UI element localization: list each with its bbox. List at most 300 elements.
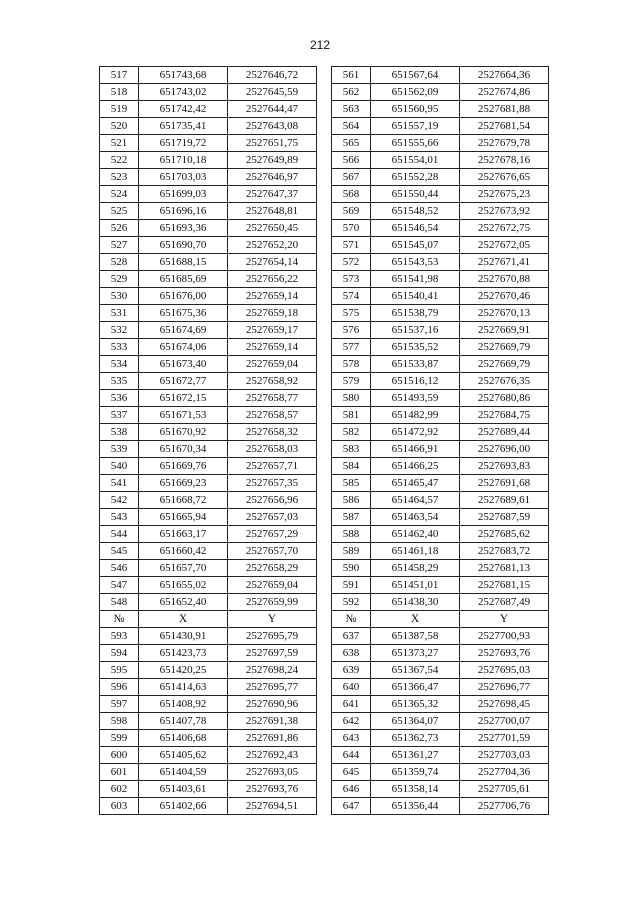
y-coordinate-cell: 2527681,15 bbox=[460, 577, 549, 594]
y-coordinate-cell: 2527648,81 bbox=[228, 203, 317, 220]
point-number-cell: 597 bbox=[100, 696, 139, 713]
point-number-cell: 517 bbox=[100, 67, 139, 84]
x-coordinate-cell: 651545,07 bbox=[371, 237, 460, 254]
x-coordinate-cell: 651407,78 bbox=[139, 713, 228, 730]
point-number-cell: 576 bbox=[332, 322, 371, 339]
y-coordinate-cell: 2527649,89 bbox=[228, 152, 317, 169]
x-coordinate-cell: 651719,72 bbox=[139, 135, 228, 152]
column-gap bbox=[317, 339, 332, 356]
column-gap bbox=[317, 798, 332, 815]
x-coordinate-cell: 651462,40 bbox=[371, 526, 460, 543]
x-coordinate-cell: 651402,66 bbox=[139, 798, 228, 815]
x-coordinate-cell: 651535,52 bbox=[371, 339, 460, 356]
point-number-cell: 520 bbox=[100, 118, 139, 135]
x-coordinate-cell: 651554,01 bbox=[371, 152, 460, 169]
y-coordinate-cell: 2527681,88 bbox=[460, 101, 549, 118]
column-gap bbox=[317, 220, 332, 237]
column-gap bbox=[317, 747, 332, 764]
y-coordinate-cell: 2527657,70 bbox=[228, 543, 317, 560]
x-coordinate-cell: 651657,70 bbox=[139, 560, 228, 577]
point-number-cell: 545 bbox=[100, 543, 139, 560]
x-coordinate-cell: 651557,19 bbox=[371, 118, 460, 135]
point-number-cell: 525 bbox=[100, 203, 139, 220]
y-coordinate-cell: 2527669,91 bbox=[460, 322, 549, 339]
column-gap bbox=[317, 577, 332, 594]
table-row bbox=[100, 662, 549, 679]
point-number-cell: 519 bbox=[100, 101, 139, 118]
y-coordinate-cell: 2527659,04 bbox=[228, 577, 317, 594]
table-row bbox=[100, 628, 549, 645]
y-coordinate-cell: 2527643,08 bbox=[228, 118, 317, 135]
point-number-cell: 521 bbox=[100, 135, 139, 152]
point-number-cell: 575 bbox=[332, 305, 371, 322]
column-gap bbox=[317, 288, 332, 305]
x-coordinate-cell: 651673,40 bbox=[139, 356, 228, 373]
column-gap bbox=[317, 594, 332, 611]
x-coordinate-cell: 651359,74 bbox=[371, 764, 460, 781]
table-row bbox=[100, 424, 549, 441]
y-coordinate-cell: 2527679,78 bbox=[460, 135, 549, 152]
point-number-cell: 645 bbox=[332, 764, 371, 781]
point-number-cell: 532 bbox=[100, 322, 139, 339]
x-coordinate-cell: 651674,69 bbox=[139, 322, 228, 339]
y-coordinate-cell: 2527657,71 bbox=[228, 458, 317, 475]
table-row bbox=[100, 764, 549, 781]
x-coordinate-cell: 651543,53 bbox=[371, 254, 460, 271]
table-row bbox=[100, 696, 549, 713]
table-row bbox=[100, 322, 549, 339]
point-number-cell: 543 bbox=[100, 509, 139, 526]
x-coordinate-cell: 651367,54 bbox=[371, 662, 460, 679]
y-coordinate-cell: 2527659,14 bbox=[228, 288, 317, 305]
x-coordinate-cell: 651675,36 bbox=[139, 305, 228, 322]
x-coordinate-cell: 651703,03 bbox=[139, 169, 228, 186]
coordinates-table-top bbox=[100, 67, 549, 611]
point-number-cell: 530 bbox=[100, 288, 139, 305]
y-coordinate-cell: 2527689,44 bbox=[460, 424, 549, 441]
table-row bbox=[100, 356, 549, 373]
point-number-cell: 601 bbox=[100, 764, 139, 781]
y-coordinate-cell: 2527675,23 bbox=[460, 186, 549, 203]
x-coordinate-cell: 651560,95 bbox=[371, 101, 460, 118]
x-coordinate-cell: 651451,01 bbox=[371, 577, 460, 594]
column-gap bbox=[317, 152, 332, 169]
point-number-cell: 522 bbox=[100, 152, 139, 169]
point-number-cell: 533 bbox=[100, 339, 139, 356]
point-number-cell: 600 bbox=[100, 747, 139, 764]
point-number-cell: 565 bbox=[332, 135, 371, 152]
y-coordinate-cell: 2527689,61 bbox=[460, 492, 549, 509]
x-coordinate-cell: 651674,06 bbox=[139, 339, 228, 356]
header-num-left: № bbox=[100, 611, 139, 628]
y-coordinate-cell: 2527657,35 bbox=[228, 475, 317, 492]
table-row bbox=[100, 594, 549, 611]
point-number-cell: 578 bbox=[332, 356, 371, 373]
point-number-cell: 537 bbox=[100, 407, 139, 424]
y-coordinate-cell: 2527680,86 bbox=[460, 390, 549, 407]
y-coordinate-cell: 2527681,13 bbox=[460, 560, 549, 577]
x-coordinate-cell: 651743,02 bbox=[139, 84, 228, 101]
point-number-cell: 539 bbox=[100, 441, 139, 458]
point-number-cell: 564 bbox=[332, 118, 371, 135]
column-gap bbox=[317, 271, 332, 288]
column-gap bbox=[317, 560, 332, 577]
table-row bbox=[100, 254, 549, 271]
point-number-cell: 644 bbox=[332, 747, 371, 764]
point-number-cell: 547 bbox=[100, 577, 139, 594]
table-row bbox=[100, 798, 549, 815]
y-coordinate-cell: 2527658,92 bbox=[228, 373, 317, 390]
y-coordinate-cell: 2527690,96 bbox=[228, 696, 317, 713]
y-coordinate-cell: 2527659,99 bbox=[228, 594, 317, 611]
table-row bbox=[100, 526, 549, 543]
x-coordinate-cell: 651676,00 bbox=[139, 288, 228, 305]
x-coordinate-cell: 651652,40 bbox=[139, 594, 228, 611]
y-coordinate-cell: 2527646,72 bbox=[228, 67, 317, 84]
column-gap bbox=[317, 186, 332, 203]
x-coordinate-cell: 651537,16 bbox=[371, 322, 460, 339]
y-coordinate-cell: 2527703,03 bbox=[460, 747, 549, 764]
column-gap bbox=[317, 662, 332, 679]
point-number-cell: 540 bbox=[100, 458, 139, 475]
x-coordinate-cell: 651685,69 bbox=[139, 271, 228, 288]
x-coordinate-cell: 651696,16 bbox=[139, 203, 228, 220]
y-coordinate-cell: 2527650,45 bbox=[228, 220, 317, 237]
x-coordinate-cell: 651693,36 bbox=[139, 220, 228, 237]
table-row bbox=[100, 781, 549, 798]
header-num-right: № bbox=[332, 611, 371, 628]
y-coordinate-cell: 2527692,43 bbox=[228, 747, 317, 764]
point-number-cell: 594 bbox=[100, 645, 139, 662]
table-row bbox=[100, 560, 549, 577]
y-coordinate-cell: 2527695,03 bbox=[460, 662, 549, 679]
x-coordinate-cell: 651699,03 bbox=[139, 186, 228, 203]
page-number: 212 bbox=[309, 38, 331, 52]
y-coordinate-cell: 2527671,41 bbox=[460, 254, 549, 271]
point-number-cell: 568 bbox=[332, 186, 371, 203]
x-coordinate-cell: 651533,87 bbox=[371, 356, 460, 373]
point-number-cell: 546 bbox=[100, 560, 139, 577]
table-row bbox=[100, 84, 549, 101]
column-gap bbox=[317, 764, 332, 781]
table-row bbox=[100, 305, 549, 322]
point-number-cell: 598 bbox=[100, 713, 139, 730]
x-coordinate-cell: 651365,32 bbox=[371, 696, 460, 713]
column-gap bbox=[317, 356, 332, 373]
x-coordinate-cell: 651482,99 bbox=[371, 407, 460, 424]
point-number-cell: 538 bbox=[100, 424, 139, 441]
x-coordinate-cell: 651660,42 bbox=[139, 543, 228, 560]
y-coordinate-cell: 2527684,75 bbox=[460, 407, 549, 424]
column-gap bbox=[317, 526, 332, 543]
y-coordinate-cell: 2527673,92 bbox=[460, 203, 549, 220]
y-coordinate-cell: 2527691,86 bbox=[228, 730, 317, 747]
table-row bbox=[100, 220, 549, 237]
point-number-cell: 596 bbox=[100, 679, 139, 696]
x-coordinate-cell: 651414,63 bbox=[139, 679, 228, 696]
point-number-cell: 561 bbox=[332, 67, 371, 84]
x-coordinate-cell: 651735,41 bbox=[139, 118, 228, 135]
point-number-cell: 590 bbox=[332, 560, 371, 577]
x-coordinate-cell: 651541,98 bbox=[371, 271, 460, 288]
y-coordinate-cell: 2527672,05 bbox=[460, 237, 549, 254]
y-coordinate-cell: 2527705,61 bbox=[460, 781, 549, 798]
x-coordinate-cell: 651356,44 bbox=[371, 798, 460, 815]
y-coordinate-cell: 2527659,14 bbox=[228, 339, 317, 356]
table-row bbox=[100, 475, 549, 492]
point-number-cell: 566 bbox=[332, 152, 371, 169]
point-number-cell: 535 bbox=[100, 373, 139, 390]
point-number-cell: 524 bbox=[100, 186, 139, 203]
x-coordinate-cell: 651550,44 bbox=[371, 186, 460, 203]
point-number-cell: 593 bbox=[100, 628, 139, 645]
y-coordinate-cell: 2527670,88 bbox=[460, 271, 549, 288]
y-coordinate-cell: 2527656,22 bbox=[228, 271, 317, 288]
point-number-cell: 640 bbox=[332, 679, 371, 696]
coordinates-table-bottom bbox=[100, 628, 549, 815]
point-number-cell: 584 bbox=[332, 458, 371, 475]
x-coordinate-cell: 651373,27 bbox=[371, 645, 460, 662]
table-row bbox=[100, 271, 549, 288]
column-gap bbox=[317, 611, 332, 628]
x-coordinate-cell: 651466,91 bbox=[371, 441, 460, 458]
header-x-left: X bbox=[139, 611, 228, 628]
point-number-cell: 573 bbox=[332, 271, 371, 288]
y-coordinate-cell: 2527657,03 bbox=[228, 509, 317, 526]
y-coordinate-cell: 2527691,38 bbox=[228, 713, 317, 730]
point-number-cell: 580 bbox=[332, 390, 371, 407]
table-row bbox=[100, 747, 549, 764]
column-gap bbox=[317, 169, 332, 186]
column-gap bbox=[317, 730, 332, 747]
x-coordinate-cell: 651405,62 bbox=[139, 747, 228, 764]
table-row bbox=[100, 169, 549, 186]
x-coordinate-cell: 651406,68 bbox=[139, 730, 228, 747]
y-coordinate-cell: 2527669,79 bbox=[460, 339, 549, 356]
column-gap bbox=[317, 390, 332, 407]
x-coordinate-cell: 651464,57 bbox=[371, 492, 460, 509]
table-row bbox=[100, 492, 549, 509]
y-coordinate-cell: 2527683,72 bbox=[460, 543, 549, 560]
y-coordinate-cell: 2527646,97 bbox=[228, 169, 317, 186]
y-coordinate-cell: 2527656,96 bbox=[228, 492, 317, 509]
x-coordinate-cell: 651466,25 bbox=[371, 458, 460, 475]
y-coordinate-cell: 2527676,35 bbox=[460, 373, 549, 390]
y-coordinate-cell: 2527647,37 bbox=[228, 186, 317, 203]
point-number-cell: 591 bbox=[332, 577, 371, 594]
point-number-cell: 603 bbox=[100, 798, 139, 815]
x-coordinate-cell: 651743,68 bbox=[139, 67, 228, 84]
x-coordinate-cell: 651408,92 bbox=[139, 696, 228, 713]
y-coordinate-cell: 2527678,16 bbox=[460, 152, 549, 169]
coordinates-table bbox=[99, 66, 549, 815]
point-number-cell: 527 bbox=[100, 237, 139, 254]
x-coordinate-cell: 651366,47 bbox=[371, 679, 460, 696]
table-row bbox=[100, 186, 549, 203]
point-number-cell: 528 bbox=[100, 254, 139, 271]
y-coordinate-cell: 2527693,76 bbox=[228, 781, 317, 798]
y-coordinate-cell: 2527706,76 bbox=[460, 798, 549, 815]
column-gap bbox=[317, 237, 332, 254]
y-coordinate-cell: 2527693,05 bbox=[228, 764, 317, 781]
x-coordinate-cell: 651555,66 bbox=[371, 135, 460, 152]
table-row bbox=[100, 288, 549, 305]
table-row bbox=[100, 679, 549, 696]
column-gap bbox=[317, 67, 332, 84]
column-gap bbox=[317, 135, 332, 152]
y-coordinate-cell: 2527701,59 bbox=[460, 730, 549, 747]
x-coordinate-cell: 651548,52 bbox=[371, 203, 460, 220]
point-number-cell: 647 bbox=[332, 798, 371, 815]
point-number-cell: 638 bbox=[332, 645, 371, 662]
point-number-cell: 541 bbox=[100, 475, 139, 492]
y-coordinate-cell: 2527670,13 bbox=[460, 305, 549, 322]
column-gap bbox=[317, 781, 332, 798]
point-number-cell: 637 bbox=[332, 628, 371, 645]
y-coordinate-cell: 2527658,77 bbox=[228, 390, 317, 407]
y-coordinate-cell: 2527664,36 bbox=[460, 67, 549, 84]
x-coordinate-cell: 651463,54 bbox=[371, 509, 460, 526]
column-gap bbox=[317, 407, 332, 424]
x-coordinate-cell: 651665,94 bbox=[139, 509, 228, 526]
column-gap bbox=[317, 492, 332, 509]
point-number-cell: 569 bbox=[332, 203, 371, 220]
header-y-left: Y bbox=[228, 611, 317, 628]
point-number-cell: 643 bbox=[332, 730, 371, 747]
table-row bbox=[100, 458, 549, 475]
header-y-right: Y bbox=[460, 611, 549, 628]
y-coordinate-cell: 2527659,17 bbox=[228, 322, 317, 339]
y-coordinate-cell: 2527695,79 bbox=[228, 628, 317, 645]
point-number-cell: 529 bbox=[100, 271, 139, 288]
x-coordinate-cell: 651562,09 bbox=[371, 84, 460, 101]
x-coordinate-cell: 651358,14 bbox=[371, 781, 460, 798]
x-coordinate-cell: 651538,79 bbox=[371, 305, 460, 322]
y-coordinate-cell: 2527654,14 bbox=[228, 254, 317, 271]
y-coordinate-cell: 2527694,51 bbox=[228, 798, 317, 815]
y-coordinate-cell: 2527645,59 bbox=[228, 84, 317, 101]
x-coordinate-cell: 651540,41 bbox=[371, 288, 460, 305]
header-x-right: X bbox=[371, 611, 460, 628]
y-coordinate-cell: 2527693,76 bbox=[460, 645, 549, 662]
point-number-cell: 523 bbox=[100, 169, 139, 186]
x-coordinate-cell: 651458,29 bbox=[371, 560, 460, 577]
table-row bbox=[100, 152, 549, 169]
column-gap bbox=[317, 254, 332, 271]
y-coordinate-cell: 2527644,47 bbox=[228, 101, 317, 118]
point-number-cell: 577 bbox=[332, 339, 371, 356]
x-coordinate-cell: 651493,59 bbox=[371, 390, 460, 407]
table-row bbox=[100, 407, 549, 424]
column-gap bbox=[317, 713, 332, 730]
y-coordinate-cell: 2527651,75 bbox=[228, 135, 317, 152]
point-number-cell: 581 bbox=[332, 407, 371, 424]
x-coordinate-cell: 651387,58 bbox=[371, 628, 460, 645]
point-number-cell: 579 bbox=[332, 373, 371, 390]
point-number-cell: 542 bbox=[100, 492, 139, 509]
point-number-cell: 583 bbox=[332, 441, 371, 458]
x-coordinate-cell: 651688,15 bbox=[139, 254, 228, 271]
x-coordinate-cell: 651364,07 bbox=[371, 713, 460, 730]
point-number-cell: 586 bbox=[332, 492, 371, 509]
x-coordinate-cell: 651669,76 bbox=[139, 458, 228, 475]
y-coordinate-cell: 2527698,24 bbox=[228, 662, 317, 679]
column-gap bbox=[317, 679, 332, 696]
column-gap bbox=[317, 696, 332, 713]
x-coordinate-cell: 651430,91 bbox=[139, 628, 228, 645]
column-gap bbox=[317, 475, 332, 492]
y-coordinate-cell: 2527674,86 bbox=[460, 84, 549, 101]
x-coordinate-cell: 651472,92 bbox=[371, 424, 460, 441]
x-coordinate-cell: 651438,30 bbox=[371, 594, 460, 611]
x-coordinate-cell: 651552,28 bbox=[371, 169, 460, 186]
y-coordinate-cell: 2527669,79 bbox=[460, 356, 549, 373]
x-coordinate-cell: 651546,54 bbox=[371, 220, 460, 237]
x-coordinate-cell: 651663,17 bbox=[139, 526, 228, 543]
y-coordinate-cell: 2527696,77 bbox=[460, 679, 549, 696]
y-coordinate-cell: 2527698,45 bbox=[460, 696, 549, 713]
x-coordinate-cell: 651670,34 bbox=[139, 441, 228, 458]
column-gap bbox=[317, 101, 332, 118]
point-number-cell: 526 bbox=[100, 220, 139, 237]
y-coordinate-cell: 2527658,32 bbox=[228, 424, 317, 441]
point-number-cell: 639 bbox=[332, 662, 371, 679]
point-number-cell: 587 bbox=[332, 509, 371, 526]
y-coordinate-cell: 2527659,04 bbox=[228, 356, 317, 373]
table-row bbox=[100, 645, 549, 662]
point-number-cell: 646 bbox=[332, 781, 371, 798]
column-gap bbox=[317, 424, 332, 441]
table-row bbox=[100, 373, 549, 390]
y-coordinate-cell: 2527681,54 bbox=[460, 118, 549, 135]
point-number-cell: 570 bbox=[332, 220, 371, 237]
y-coordinate-cell: 2527700,93 bbox=[460, 628, 549, 645]
point-number-cell: 548 bbox=[100, 594, 139, 611]
y-coordinate-cell: 2527657,29 bbox=[228, 526, 317, 543]
x-coordinate-cell: 651669,23 bbox=[139, 475, 228, 492]
table-row bbox=[100, 118, 549, 135]
point-number-cell: 642 bbox=[332, 713, 371, 730]
point-number-cell: 534 bbox=[100, 356, 139, 373]
table-row bbox=[100, 101, 549, 118]
point-number-cell: 595 bbox=[100, 662, 139, 679]
column-gap bbox=[317, 373, 332, 390]
column-gap bbox=[317, 118, 332, 135]
point-number-cell: 641 bbox=[332, 696, 371, 713]
x-coordinate-cell: 651461,18 bbox=[371, 543, 460, 560]
x-coordinate-cell: 651671,53 bbox=[139, 407, 228, 424]
point-number-cell: 602 bbox=[100, 781, 139, 798]
y-coordinate-cell: 2527700,07 bbox=[460, 713, 549, 730]
header-row bbox=[100, 611, 549, 628]
x-coordinate-cell: 651742,42 bbox=[139, 101, 228, 118]
y-coordinate-cell: 2527658,29 bbox=[228, 560, 317, 577]
point-number-cell: 592 bbox=[332, 594, 371, 611]
y-coordinate-cell: 2527676,65 bbox=[460, 169, 549, 186]
point-number-cell: 536 bbox=[100, 390, 139, 407]
table-row bbox=[100, 509, 549, 526]
table-row bbox=[100, 577, 549, 594]
y-coordinate-cell: 2527658,57 bbox=[228, 407, 317, 424]
y-coordinate-cell: 2527704,36 bbox=[460, 764, 549, 781]
table-row bbox=[100, 441, 549, 458]
y-coordinate-cell: 2527697,59 bbox=[228, 645, 317, 662]
x-coordinate-cell: 651403,61 bbox=[139, 781, 228, 798]
point-number-cell: 544 bbox=[100, 526, 139, 543]
point-number-cell: 567 bbox=[332, 169, 371, 186]
point-number-cell: 585 bbox=[332, 475, 371, 492]
y-coordinate-cell: 2527658,03 bbox=[228, 441, 317, 458]
